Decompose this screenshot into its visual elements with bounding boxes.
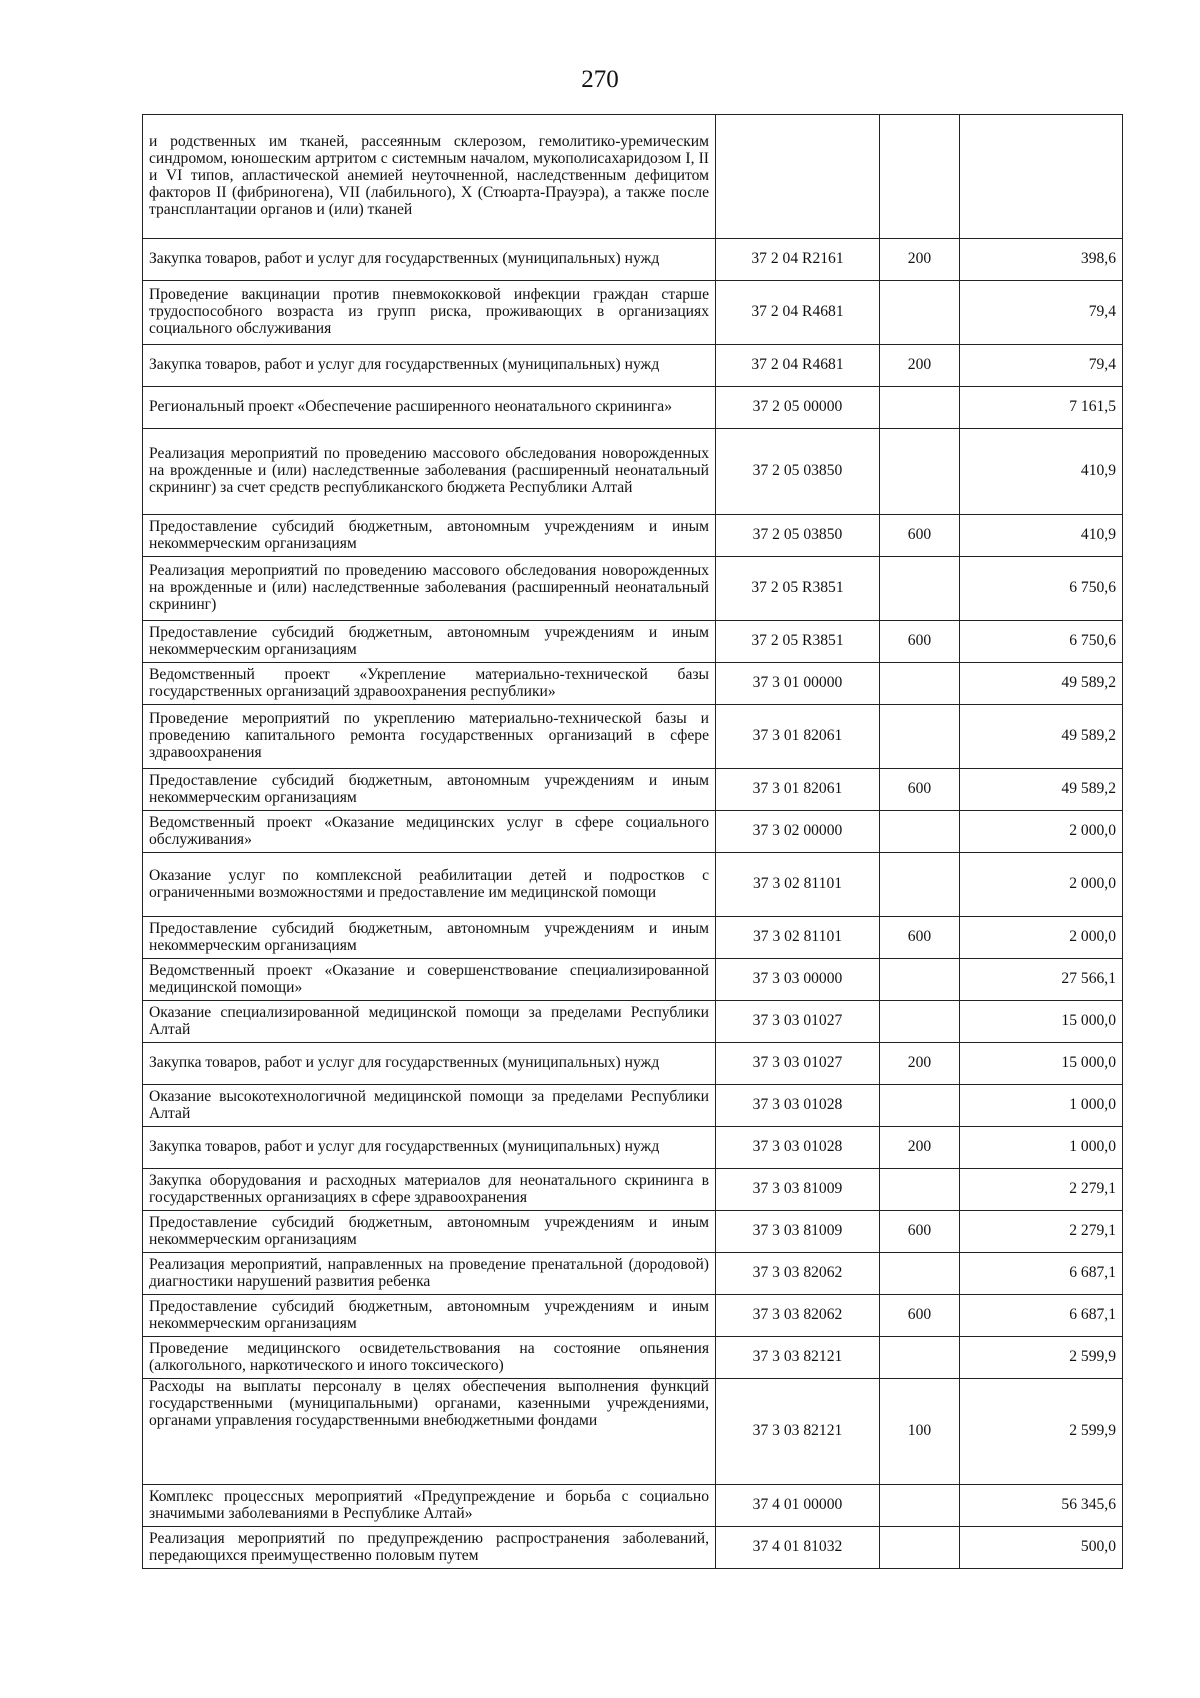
expense-type-code xyxy=(880,281,960,345)
table-row xyxy=(143,853,1123,917)
target-article-code: 37 3 01 82061 xyxy=(716,769,880,811)
expense-type-code: 600 xyxy=(880,917,960,959)
table-row xyxy=(143,1169,1123,1211)
row-amount: 6 750,6 xyxy=(960,557,1123,621)
row-description: Закупка товаров, работ и услуг для государственных (муниципальных) нужд xyxy=(143,1127,716,1169)
row-amount: 2 599,9 xyxy=(960,1379,1123,1485)
target-article-code: 37 3 03 81009 xyxy=(716,1169,880,1211)
expense-type-code: 600 xyxy=(880,1211,960,1253)
row-amount: 49 589,2 xyxy=(960,705,1123,769)
target-article-code: 37 2 05 00000 xyxy=(716,387,880,429)
row-description: Закупка товаров, работ и услуг для государственных (муниципальных) нужд xyxy=(143,345,716,387)
target-article-code: 37 3 02 81101 xyxy=(716,917,880,959)
target-article-code: 37 2 05 03850 xyxy=(716,515,880,557)
row-description: Ведомственный проект «Укрепление материально-технической базы государственных организаций здравоохранения республики» xyxy=(143,663,716,705)
table-row xyxy=(143,811,1123,853)
target-article-code: 37 3 03 82062 xyxy=(716,1295,880,1337)
row-amount: 27 566,1 xyxy=(960,959,1123,1001)
budget-table xyxy=(142,114,1123,1569)
table-row xyxy=(143,1085,1123,1127)
target-article-code: 37 2 05 R3851 xyxy=(716,557,880,621)
row-description: Оказание услуг по комплексной реабилитации детей и подростков с ограниченными возможностями и предоставление им медицинской помощи xyxy=(143,853,716,917)
row-amount: 410,9 xyxy=(960,429,1123,515)
target-article-code: 37 3 03 82121 xyxy=(716,1379,880,1485)
row-description: Ведомственный проект «Оказание медицинских услуг в сфере социального обслуживания» xyxy=(143,811,716,853)
expense-type-code xyxy=(880,1085,960,1127)
row-description: и родственных им тканей, рассеянным склерозом, гемолитико-уремическим синдромом, юношеским артритом с системным началом, мукополисахаридозом I, II и VI типов, апластической анемией неуточненной, наследственным дефицитом факторов II (фибриногена), VII (лабильного), X (Стюарта-Прауэра), а также после трансплантации органов и (или) тканей xyxy=(143,115,716,239)
target-article-code: 37 2 05 03850 xyxy=(716,429,880,515)
target-article-code: 37 3 03 01028 xyxy=(716,1127,880,1169)
table-row xyxy=(143,1127,1123,1169)
row-description: Закупка оборудования и расходных материалов для неонатального скрининга в государственных организациях в сфере здравоохранения xyxy=(143,1169,716,1211)
row-description: Проведение вакцинации против пневмококковой инфекции граждан старше трудоспособного возраста из групп риска, проживающих в организациях социального обслуживания xyxy=(143,281,716,345)
expense-type-code xyxy=(880,1485,960,1527)
budget-table-body xyxy=(143,115,1123,1569)
row-amount: 79,4 xyxy=(960,281,1123,345)
table-row xyxy=(143,663,1123,705)
target-article-code: 37 2 04 R4681 xyxy=(716,281,880,345)
target-article-code: 37 2 04 R2161 xyxy=(716,239,880,281)
target-article-code: 37 2 04 R4681 xyxy=(716,345,880,387)
row-amount xyxy=(960,115,1123,239)
row-description: Предоставление субсидий бюджетным, автономным учреждениям и иным некоммерческим организациям xyxy=(143,1295,716,1337)
target-article-code: 37 3 02 81101 xyxy=(716,853,880,917)
expense-type-code: 600 xyxy=(880,621,960,663)
row-amount: 6 687,1 xyxy=(960,1295,1123,1337)
table-row xyxy=(143,515,1123,557)
expense-type-code xyxy=(880,115,960,239)
target-article-code: 37 3 01 82061 xyxy=(716,705,880,769)
row-amount: 15 000,0 xyxy=(960,1043,1123,1085)
table-row xyxy=(143,387,1123,429)
table-row xyxy=(143,705,1123,769)
row-amount: 1 000,0 xyxy=(960,1127,1123,1169)
table-row xyxy=(143,1001,1123,1043)
expense-type-code: 200 xyxy=(880,1043,960,1085)
row-description: Предоставление субсидий бюджетным, автономным учреждениям и иным некоммерческим организациям xyxy=(143,917,716,959)
row-description: Реализация мероприятий, направленных на проведение пренатальной (дородовой) диагностики нарушений развития ребенка xyxy=(143,1253,716,1295)
table-row xyxy=(143,115,1123,239)
expense-type-code xyxy=(880,1169,960,1211)
row-amount: 6 750,6 xyxy=(960,621,1123,663)
table-row xyxy=(143,1379,1123,1485)
row-description: Предоставление субсидий бюджетным, автономным учреждениям и иным некоммерческим организациям xyxy=(143,1211,716,1253)
expense-type-code xyxy=(880,959,960,1001)
table-row xyxy=(143,769,1123,811)
row-amount: 15 000,0 xyxy=(960,1001,1123,1043)
row-description: Предоставление субсидий бюджетным, автономным учреждениям и иным некоммерческим организациям xyxy=(143,621,716,663)
target-article-code: 37 3 03 01027 xyxy=(716,1043,880,1085)
row-amount: 2 599,9 xyxy=(960,1337,1123,1379)
expense-type-code: 200 xyxy=(880,239,960,281)
target-article-code: 37 3 02 00000 xyxy=(716,811,880,853)
table-row xyxy=(143,1527,1123,1569)
expense-type-code: 200 xyxy=(880,345,960,387)
row-description: Реализация мероприятий по проведению массового обследования новорожденных на врожденные и (или) наследственные заболевания (расширенный неонатальный скрининг) xyxy=(143,557,716,621)
row-description: Проведение мероприятий по укреплению материально-технической базы и проведению капитального ремонта государственных организаций в сфере здравоохранения xyxy=(143,705,716,769)
row-amount: 2 279,1 xyxy=(960,1211,1123,1253)
table-row xyxy=(143,1295,1123,1337)
expense-type-code: 100 xyxy=(880,1379,960,1485)
expense-type-code xyxy=(880,811,960,853)
expense-type-code xyxy=(880,663,960,705)
row-amount: 2 000,0 xyxy=(960,853,1123,917)
table-row xyxy=(143,1485,1123,1527)
expense-type-code xyxy=(880,1001,960,1043)
row-description: Предоставление субсидий бюджетным, автономным учреждениям и иным некоммерческим организациям xyxy=(143,515,716,557)
target-article-code xyxy=(716,115,880,239)
row-description: Комплекс процессных мероприятий «Предупреждение и борьба с социально значимыми заболеваниями в Республике Алтай» xyxy=(143,1485,716,1527)
row-amount: 500,0 xyxy=(960,1527,1123,1569)
target-article-code: 37 4 01 00000 xyxy=(716,1485,880,1527)
row-amount: 79,4 xyxy=(960,345,1123,387)
row-amount: 56 345,6 xyxy=(960,1485,1123,1527)
table-row xyxy=(143,959,1123,1001)
row-description: Закупка товаров, работ и услуг для государственных (муниципальных) нужд xyxy=(143,1043,716,1085)
page-number: 270 xyxy=(581,66,619,93)
row-amount: 398,6 xyxy=(960,239,1123,281)
expense-type-code xyxy=(880,853,960,917)
target-article-code: 37 3 03 82121 xyxy=(716,1337,880,1379)
row-description: Региональный проект «Обеспечение расширенного неонатального скрининга» xyxy=(143,387,716,429)
table-row xyxy=(143,429,1123,515)
expense-type-code: 600 xyxy=(880,1295,960,1337)
row-description: Реализация мероприятий по проведению массового обследования новорожденных на врожденные и (или) наследственные заболевания (расширенный неонатальный скрининг) за счет средств республиканского бюджета Республики Алтай xyxy=(143,429,716,515)
expense-type-code: 600 xyxy=(880,515,960,557)
expense-type-code xyxy=(880,1253,960,1295)
table-row xyxy=(143,1211,1123,1253)
row-amount: 1 000,0 xyxy=(960,1085,1123,1127)
target-article-code: 37 2 05 R3851 xyxy=(716,621,880,663)
expense-type-code: 200 xyxy=(880,1127,960,1169)
table-row xyxy=(143,345,1123,387)
target-article-code: 37 3 03 81009 xyxy=(716,1211,880,1253)
row-amount: 2 000,0 xyxy=(960,811,1123,853)
row-description: Оказание специализированной медицинской помощи за пределами Республики Алтай xyxy=(143,1001,716,1043)
target-article-code: 37 3 03 01027 xyxy=(716,1001,880,1043)
row-description: Ведомственный проект «Оказание и совершенствование специализированной медицинской помощи» xyxy=(143,959,716,1001)
expense-type-code: 600 xyxy=(880,769,960,811)
row-amount: 49 589,2 xyxy=(960,769,1123,811)
row-amount: 7 161,5 xyxy=(960,387,1123,429)
row-amount: 2 279,1 xyxy=(960,1169,1123,1211)
row-description: Расходы на выплаты персоналу в целях обеспечения выполнения функций государственными (муниципальными) органами, казенными учреждениями, органами управления государственными внебюджетными фондами xyxy=(143,1379,716,1485)
row-description: Предоставление субсидий бюджетным, автономным учреждениям и иным некоммерческим организациям xyxy=(143,769,716,811)
row-description: Оказание высокотехнологичной медицинской помощи за пределами Республики Алтай xyxy=(143,1085,716,1127)
table-row xyxy=(143,1043,1123,1085)
target-article-code: 37 3 03 00000 xyxy=(716,959,880,1001)
table-row xyxy=(143,557,1123,621)
expense-type-code xyxy=(880,557,960,621)
row-description: Закупка товаров, работ и услуг для государственных (муниципальных) нужд xyxy=(143,239,716,281)
expense-type-code xyxy=(880,705,960,769)
expense-type-code xyxy=(880,1527,960,1569)
table-row xyxy=(143,281,1123,345)
table-row xyxy=(143,917,1123,959)
row-amount: 2 000,0 xyxy=(960,917,1123,959)
target-article-code: 37 3 03 01028 xyxy=(716,1085,880,1127)
row-description: Проведение медицинского освидетельствования на состояние опьянения (алкогольного, наркотического и иного токсического) xyxy=(143,1337,716,1379)
table-row xyxy=(143,1253,1123,1295)
row-description: Реализация мероприятий по предупреждению распространения заболеваний, передающихся преимущественно половым путем xyxy=(143,1527,716,1569)
expense-type-code xyxy=(880,429,960,515)
target-article-code: 37 4 01 81032 xyxy=(716,1527,880,1569)
expense-type-code xyxy=(880,387,960,429)
row-amount: 410,9 xyxy=(960,515,1123,557)
target-article-code: 37 3 03 82062 xyxy=(716,1253,880,1295)
table-row xyxy=(143,1337,1123,1379)
table-row xyxy=(143,239,1123,281)
row-amount: 49 589,2 xyxy=(960,663,1123,705)
row-amount: 6 687,1 xyxy=(960,1253,1123,1295)
table-row xyxy=(143,621,1123,663)
expense-type-code xyxy=(880,1337,960,1379)
target-article-code: 37 3 01 00000 xyxy=(716,663,880,705)
